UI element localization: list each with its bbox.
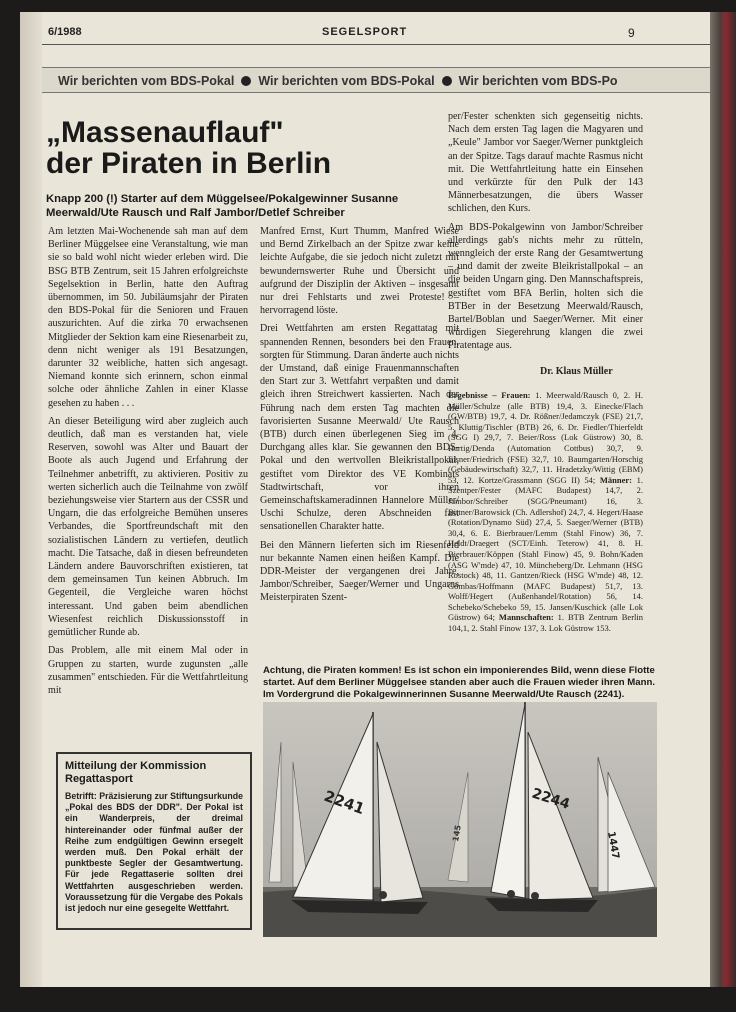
sail-number: 2244	[529, 785, 572, 813]
paragraph: Manfred Ernst, Kurt Thumm, Manfred Wiese und Bernd Zirkelbach an der Spitze zwar keine leichte Aufgabe, die sie jedoch nicht zuletzt mit bewundernswerter Ruhe und Übersicht und aufgrund der Disziplin der Aktiven – insgesamt nur drei Fehlstarts und zwei Proteste! – hervorragend löste.	[260, 226, 459, 317]
results-maenner: 1. Szentper/Fester (MAFC Budapest) 14,7, 2. Jambor/Schreiber (SGG/Pneumant) 16, 3. Bittner/Barowsick (Ch. Adlershof) 24,7, 4. Hegert/Haase (Rotation/Dynamo Süd) 27,4, 5. Saeger/Werner (BTB) 30,4, 6. E. Bierbrauer/Lemm (Stahl Finow) 36, 7. Heldt/Draegert (SCT/Einh. Teterow) 41, 8. H. Bierbrauer/Köppen (Stahl Finow) 45, 9. Bohn/Kaden (ASG W'mde) 47, 10. Müncheberg/Dr. Lehmann (HSG Rostock) 48, 11. Gantzen/Rieck (HSG W'mde) 48, 12. Gömbas/Hoffmann (MAFC Budapest) 51,7, 13. Wolff/Hegert (Außenhandel/Rotation) 56, 14. Schebeko/Schebeko 59, 15. Jansen/Kuschick (alle Lok Güstrow) 64;	[448, 474, 644, 623]
article-column-2	[260, 225, 459, 610]
title-line: der Piraten in Berlin	[46, 147, 332, 180]
notice-title: Mitteilung der Kommission Regattasport	[65, 760, 207, 785]
page-gutter	[20, 12, 42, 987]
paragraph: Drei Wettfahrten am ersten Regattatag mit spannenden Rennen, besonders bei den Frauen, sorgten für Stimmung. Daran änderte auch nichts der Umstand, daß einige Frauenmannschaften den Start zur 3. Wettfahrt verpaßten und damit gleich ihren Streichwert kassierten. Nach der Führung nach dem ersten Tag machten die favorisierten Susanne Meerwald/ Ute Rausch (BTB) durch einen überlegenen Sieg im 4. Durchgang alles klar. Sie gewannen den BDS-Pokal und den wertvollen Bleikristallpokal, gestiftet vom Direktor des VE Kombinats Stadtwirtschaft, vor ihren Gemeinschaftskameradinnen Hannelore Müller/ Uschi Schulze, deren Abschneiden fast sensationellen Charakter hatte.	[260, 323, 459, 533]
section-banner	[42, 67, 710, 93]
results-mannschaften: 1. BTB Zentrum Berlin 104,1, 2. Stahl Finow 137, 3. Lok Güstrow 153.	[448, 612, 643, 634]
results-frauen-label: Ergebnisse – Frauen:	[448, 390, 531, 400]
magazine-name: SEGELSPORT	[322, 26, 408, 38]
commission-notice-box	[56, 752, 252, 930]
page-number: 9	[628, 26, 635, 40]
header-rule	[42, 44, 710, 45]
paragraph: per/Fester schenkten sich gegenseitig nichts. Nach dem ersten Tag lagen die Magyaren und „Keule" Jambor vor Saeger/Werner punktgleich an der Spitze. Tags darauf machte Rasmus nicht mit. Die Wettfahrtleitung hatte ein Einsehen und verkürzte für den Pulk der 143 Männerbesatzungen, die übers Wasser schlichen, den Kurs.	[448, 111, 643, 215]
author-name: Dr. Klaus Müller	[540, 366, 613, 377]
article-title	[46, 117, 456, 179]
title-line: „Massenauflauf"	[46, 116, 284, 149]
issue-number: 6/1988	[48, 26, 82, 38]
photo-caption: Achtung, die Piraten kommen! Es ist schon ein imponierendes Bild, wenn diese Flotte startet. Auf dem Berliner Müggelsee standen aber auch die Frauen wieder ihren Mann. Im Vordergrund die Pokalgewinnerinnen Susanne Meerwald/Ute Rausch (2241).	[263, 665, 656, 700]
results-mannschaften-label: Mannschaften:	[498, 612, 554, 623]
bullet-icon	[442, 76, 452, 86]
sail-number: 2241	[321, 786, 368, 819]
book-edge	[710, 12, 736, 987]
paragraph: Am letzten Mai-Wochenende sah man auf dem Berliner Müggelsee eine Veranstaltung, wie man sie so bald wohl nicht wieder erleben wird. Die BSG BTB Zentrum, seit 15 Jahren erfolgreichste Segelsektion in Berlin, hatte den Auftrag übernommen, im 50. Jubiläumsjahr der Piraten den BDS-Pokal für die Senioren und Frauen auszurichten. Auf die zirka 70 erwachsenen Mitglieder der Sektion kam eine Riesenarbeit zu, denn nicht weniger als 191 Besatzungen, darunter 32 weibliche, hatten sich angesagt. Niemand konnte sich erinnern, schon einmal solche oder ähnliche Zahlen in einer Klasse gesehen zu haben . . .	[48, 226, 248, 409]
regatta-photo	[263, 702, 657, 937]
sail-number: 1447	[605, 830, 621, 860]
results-frauen: 1. Meerwald/Rausch 0, 2. H. Müller/Schulze (alle BTB) 19,4, 3. Einecke/Flach (GW/BTB) 19,7, 4. Dr. Rößner/Jedamczyk (FSE) 21,7, 5. Kluttig/Tischler (BTB) 26, 6. Dr. Fiedler/Thierfeldt (SGG I) 29,7, 7. Beier/Ross (Lok Güstrow) 30, 8. Hartig/Denda (Automation Cottbus) 30,7, 9. Eisner/Friedrich (FSE) 32,7, 10. Baumgarten/Horschig (Gebäudewirtschaft) 32,7, 11. Hradetzky/Wittig (EBM) 53, 12. Kortze/Grassmann (SGG II) 54;	[448, 390, 643, 485]
banner-segment: Wir berichten vom BDS-Pokal	[58, 74, 235, 88]
results-maenner-label: Männer:	[599, 474, 633, 485]
paragraph: An dieser Beteiligung wird aber zugleich auch deutlich, daß man es verstanden hat, viele Reserven, sowohl was Alter und Bauart der Boote als auch Jugend und Erfahrung der Teilnehmer anbetrifft, zu aktivieren. Positiv zu werten sicherlich auch die Teilnahme von zwölf beziehungsweise vier Startern aus der CSSR und Ungarn, die das erfolgreiche Bemühen unseres Verbandes, die Sportfreundschaft mit den sozialistischen Ländern zu vertiefen, deutlich macht. Die Tatsache, daß in diesen befreundeten Ländern andere Bauvorschriften existieren, tat dem gemeinsamen Tun keinen Abbruch. Im Gegenteil, die Vergleiche waren höchst interessant. Und gaben beim abendlichen Wiesenfest reichlich Diskussionsstoff in gemütlicher Runde ab.	[48, 415, 248, 639]
notice-text: Betrifft: Präzisierung zur Stiftungsurkunde „Pokal des BDS der DDR". Der Pokal ist ein Wanderpreis, der dreimal hintereinander oder fünfmal außer der Reihe zum endgültigen Gewinn ersegelt werden muß. Den Pokal erhält der punktbeste Segler der Gesamtwertung. Für jede Regattaserie sollten drei Wettfahrten ausgeschrieben werden. Voraussetzung für die Vergabe des Pokals ist jedoch nur eine gesegelte Wettfahrt.	[65, 791, 243, 914]
magazine-page	[20, 12, 710, 987]
banner-segment: Wir berichten vom BDS-Po	[458, 74, 618, 88]
paragraph: Am BDS-Pokalgewinn von Jambor/Schreiber allerdings gab's nichts mehr zu rütteln, wenngleich der erste Rang der Gesamtwertung – und damit der zweite Bleikristallpokal – an die beiden Ungarn ging. Den Mannschaftspreis, gestiftet vom BFA Berlin, holten sich die BTBer in der Besetzung Meerwald/Rausch, Bartel/Boblan und Saeger/Werner. Mit einer würdigen Siegerehrung klangen die zwei Piratentage aus.	[448, 221, 643, 352]
results-list	[448, 390, 643, 634]
paragraph: Bei den Männern lieferten sich im Riesenfeld nur bekannte Namen einen heißen Kampf. Die DDR-Meister der vergangenen drei Jahre, Jambor/Schreiber, Saeger/Werner und Ungarns Meisterpiraten Szent-	[260, 539, 459, 604]
article-subtitle: Knapp 200 (!) Starter auf dem Müggelsee/Pokalgewinner Susanne Meerwald/Ute Rausch und Ralf Jambor/Detlef Schreiber	[46, 193, 399, 219]
sail-number: 145	[451, 824, 463, 843]
bullet-icon	[241, 76, 251, 86]
banner-segment: Wir berichten vom BDS-Pokal	[258, 74, 435, 88]
article-column-3	[448, 110, 643, 358]
paragraph: Das Problem, alle mit einem Mal oder in Gruppen zu starten, wurde zugunsten „alle zusammen" entschieden. Für die Wettfahrtleitung mit	[48, 645, 248, 696]
article-column-1	[48, 225, 248, 702]
